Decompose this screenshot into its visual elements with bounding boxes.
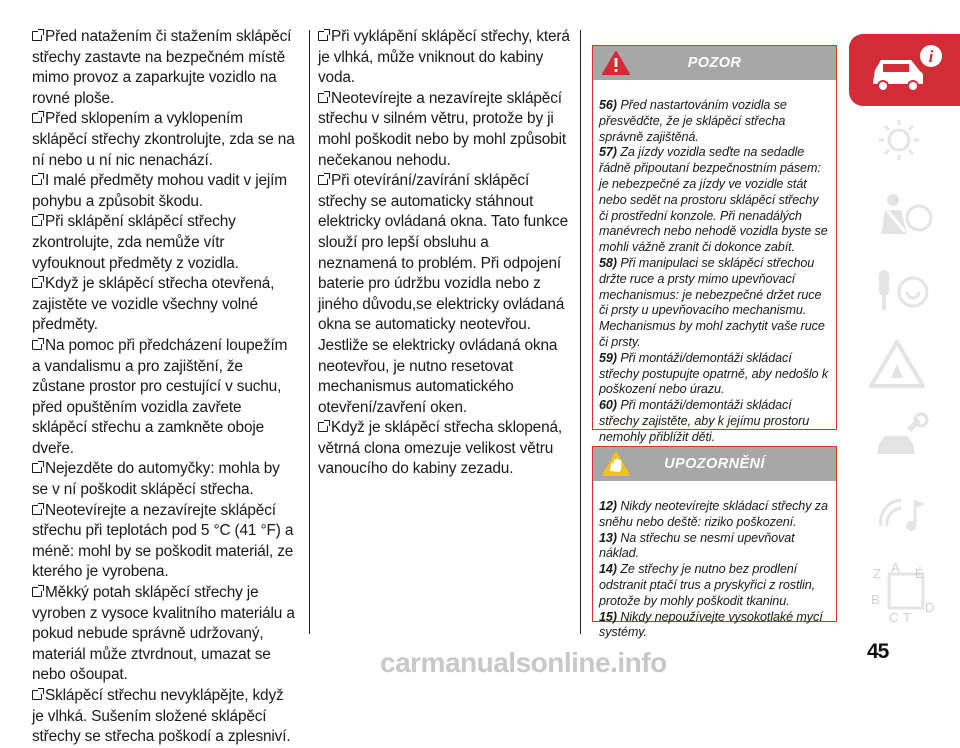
note-number: 15)	[599, 609, 617, 624]
tab-multimedia[interactable]	[849, 478, 960, 550]
warning-box-title: POZOR	[687, 55, 742, 71]
note-item	[599, 531, 830, 563]
paragraph	[32, 501, 297, 583]
bullet-icon	[318, 422, 328, 432]
note-item	[599, 145, 830, 256]
note-text: Při manipulaci se sklápěcí střechou držte ruce a prsty mimo upevňovací mechanismus: je nebezpečné držet ruce či prsty u upevňovacího mechanismu. Mechanismus by mohl zachytit vaše ruce či prsty.	[599, 255, 825, 349]
index-letter: É	[915, 566, 924, 581]
bullet-icon	[32, 690, 42, 700]
bullet-icon	[32, 505, 42, 515]
note-item	[599, 351, 830, 398]
tab-car-info[interactable]	[849, 34, 960, 106]
key-start-icon	[867, 264, 947, 320]
note-text: Před nastartováním vozidla se přesvědčte, že je sklápěcí střecha správně zajištěná.	[599, 98, 787, 144]
index-letter: A	[891, 560, 900, 575]
note-item	[599, 256, 830, 351]
paragraph	[32, 583, 297, 686]
bullet-icon	[318, 93, 328, 103]
paragraph-text: Před sklopením a vyklopením sklápěcí střechy zkontrolujte, zda se na ní nebo u ní nic nenachází.	[32, 110, 295, 169]
paragraph	[318, 171, 571, 418]
paragraph-text: Neotevírejte a nezavírejte sklápěcí střechu v silném větru, protože by ji mohl poškodit nebo by mohl způsobit nečekanou nehodu.	[318, 89, 566, 169]
note-number: 58)	[599, 255, 617, 270]
note-text: Ze střechy je nutno bez prodlení odstranit ptačí trus a pryskyřici z rostlin, protože by mohly poškodit tkaninu.	[599, 562, 816, 608]
seatbelt-airbag-icon	[867, 190, 947, 246]
paragraph-text: I malé předměty mohou vadit v jejím pohybu a způsobit škodu.	[32, 172, 287, 210]
note-item	[599, 499, 830, 531]
note-number: 14)	[599, 562, 617, 577]
tab-maintenance[interactable]	[849, 404, 960, 476]
paragraph-text: Před natažením či stažením sklápěcí střechy zastavte na bezpečném místě mimo provoz a zaparkujte vozidlo na rovné ploše.	[32, 28, 292, 107]
warning-box-pozor	[592, 45, 837, 444]
paragraph-text: Při vyklápění sklápěcí střechy, která je vlhká, může vniknout do kabiny voda.	[318, 28, 570, 87]
paragraph	[32, 274, 297, 336]
paragraph	[318, 89, 571, 171]
note-text: Nikdy nepoužívejte vysokotlaké mycí systémy.	[599, 609, 823, 640]
tab-emergency[interactable]	[849, 330, 960, 402]
note-text: Nikdy neotevírejte skládací střechy za sněhu nebo deště: riziko poškození.	[599, 499, 828, 529]
paragraph-text: Když je sklápěcí střecha otevřená, zajistěte ve vozidle všechny volné předměty.	[32, 275, 275, 334]
note-item	[599, 98, 830, 145]
warning-triangle-icon	[867, 338, 947, 394]
bullet-icon	[32, 175, 42, 185]
note-number: 56)	[599, 98, 617, 112]
alphabet-index-icon	[867, 560, 947, 624]
multimedia-icon	[867, 486, 947, 542]
bullet-icon	[318, 175, 328, 185]
caution-hand-icon	[601, 451, 631, 482]
note-item	[599, 398, 830, 445]
note-text: Při montáži/demontáži skládací střechy zajistěte, aby k jejímu prostoru nemohly přiblížit děti.	[599, 398, 810, 444]
caution-box-title: UPOZORNĚNÍ	[664, 456, 765, 472]
bullet-icon	[32, 113, 42, 123]
column-divider	[580, 30, 581, 634]
index-letter: T	[903, 610, 911, 624]
tab-safety[interactable]	[849, 182, 960, 254]
paragraph	[32, 27, 297, 109]
paragraph-text: Na pomoc při předcházení loupežím a vandalismu a pro zajištění, že zůstane prostor pro cestující v suchu, před opuštěním vozidla zavřete sklápěcí střechu a zamkněte oboje dveře.	[32, 336, 288, 457]
bullet-icon	[32, 278, 42, 288]
paragraph	[32, 212, 297, 274]
index-letter: B	[871, 592, 880, 607]
note-text: Při montáži/demontáži skládací střechy postupujte opatrně, aby nedošlo k poškození nebo úrazu.	[599, 350, 829, 397]
caution-box-upozorneni	[592, 446, 837, 640]
paragraph	[32, 171, 297, 212]
index-letter: Z	[873, 566, 881, 581]
paragraph	[32, 459, 297, 500]
car-info-icon	[867, 42, 947, 98]
bullet-icon	[32, 216, 42, 226]
paragraph-text: Při otevírání/zavírání sklápěcí střechy se automaticky stáhnout elektricky ovládaná okna. Tato funkce slouží pro lepší obsluhu a neznamená to problém. Při odpojení baterie pro údržbu vozidla nebo z jiného důvodu,se elektricky ovládaná okna se automaticky neotevřou. Jestliže se elektricky ovládaná okna neotevřou, je nutno resetovat mechanismus automatického otevření/zavření oken.	[318, 172, 568, 416]
note-number: 59)	[599, 350, 617, 365]
text-column-left	[32, 27, 297, 748]
note-text: Na střechu se nesmí upevňovat náklad.	[599, 530, 795, 561]
note-number: 57)	[599, 145, 617, 160]
tab-starting[interactable]	[849, 256, 960, 328]
lights-icon	[867, 116, 947, 172]
text-column-middle	[318, 27, 571, 480]
column-divider	[309, 30, 310, 634]
note-item	[599, 562, 830, 609]
paragraph-text: Měkký potah sklápěcí střechy je vyroben z vysoce kvalitního materiálu a pokud nebude správně udržovaný, materiál může ztvrdnout, umazat se nebo ošoupat.	[32, 584, 295, 684]
caution-box-body	[593, 481, 836, 641]
paragraph-text: Při sklápění sklápěcí střechy zkontrolujte, zda nemůže vítr vyfouknout předměty z vozidla.	[32, 213, 239, 272]
paragraph-text: Nejezděte do automyčky: mohla by se v ní poškodit sklápěcí střecha.	[32, 460, 280, 499]
paragraph-text: Neotevírejte a nezavírejte sklápěcí střechu při teplotách pod 5 °C (41 °F) a méně: mohl by se poškodit materiál, ze kterého je vyrobena.	[32, 501, 294, 581]
svg-text:i: i	[928, 47, 934, 66]
bullet-icon	[32, 340, 42, 350]
paragraph	[32, 109, 297, 171]
paragraph	[32, 686, 297, 748]
note-number: 12)	[599, 499, 617, 513]
bullet-icon	[32, 463, 42, 473]
tab-index[interactable]	[849, 552, 960, 624]
wrench-car-icon	[867, 412, 947, 468]
note-text: Za jízdy vozidla seďte na sedadle řádně připoutaní bezpečnostním pásem: je nebezpečné za jízdy ve vozidle stát nebo sedět na prostoru sklápěcí střechy či prostřední konzole. Při nenadálých manévrech nebo nehodě vozidla byste se mohli vážně zranit či dokonce zabít.	[599, 145, 828, 255]
index-letter: D	[925, 600, 935, 615]
note-number: 60)	[599, 398, 617, 413]
warning-box-body	[593, 80, 836, 446]
index-letter: C	[889, 610, 899, 624]
bullet-icon	[32, 31, 42, 41]
page-number: 45	[867, 640, 889, 663]
bullet-icon	[32, 587, 42, 597]
paragraph-text: Sklápěcí střechu nevyklápějte, když je vlhká. Sušením složené sklápěcí střechy se střecha poškodí a zplesniví.	[32, 687, 291, 746]
note-item	[599, 610, 830, 642]
paragraph	[32, 336, 297, 460]
watermark-text: carmanualsonline.info	[380, 647, 667, 678]
warning-box-header	[593, 46, 836, 80]
paragraph	[318, 418, 571, 480]
caution-box-header	[593, 447, 836, 481]
paragraph-text: Když je sklápěcí střecha sklopená, větrná clona omezuje velikost větru vanoucího do kabiny zezadu.	[318, 419, 563, 478]
paragraph	[318, 27, 571, 89]
danger-triangle-icon	[601, 50, 631, 81]
bullet-icon	[318, 31, 328, 41]
note-number: 13)	[599, 530, 617, 545]
tab-lights[interactable]	[849, 108, 960, 180]
